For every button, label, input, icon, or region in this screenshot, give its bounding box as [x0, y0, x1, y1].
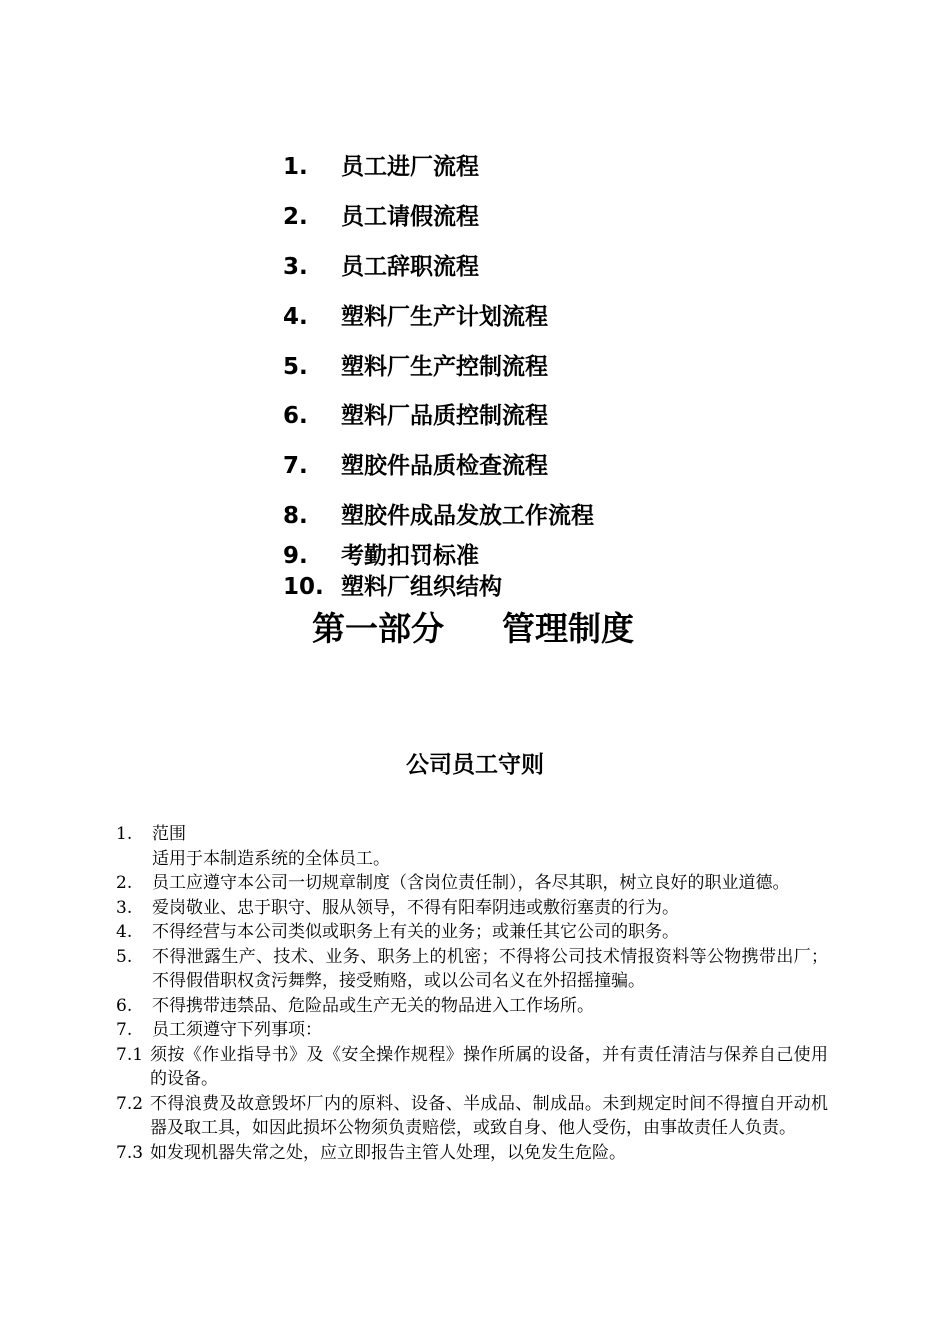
rule-number: 7.1 — [116, 1044, 144, 1065]
toc-number: 2. — [283, 204, 308, 230]
rule-number: 1. — [116, 824, 133, 844]
toc-item — [283, 397, 548, 430]
toc-item — [283, 348, 548, 381]
toc-item — [283, 148, 479, 181]
rule-number: 2. — [116, 873, 133, 893]
rule-subitem — [116, 1141, 828, 1166]
rule-text: 爱岗敬业、忠于职守、服从领导，不得有阳奉阴违或敷衍塞责的行为。 — [152, 897, 679, 918]
rule-text: 须按《作业指导书》及《安全操作规程》操作所属的设备，并有责任清洁与保养自己使用的设备。 — [150, 1044, 828, 1089]
toc-text: 员工请假流程 — [341, 204, 479, 230]
toc-text: 员工辞职流程 — [341, 254, 479, 280]
rule-text: 员工应遵守本公司一切规章制度（含岗位责任制），各尽其职，树立良好的职业道德。 — [152, 873, 790, 893]
document-title: 公司员工守则 — [406, 752, 544, 778]
rule-item — [116, 896, 828, 921]
toc-text: 塑料厂组织结构 — [341, 574, 502, 600]
toc-number: 8. — [283, 503, 308, 529]
part-title: 管理制度 — [502, 609, 634, 648]
part-heading — [312, 603, 634, 650]
rule-item — [116, 945, 828, 994]
rule-text: 不得浪费及故意毁坏厂内的原料、设备、半成品、制成品。未到规定时间不得擅自开动机器及取工具，如因此损坏公物须负责赔偿，或致自身、他人受伤，由事故责任人负责。 — [150, 1093, 828, 1138]
toc-number: 10. — [283, 574, 324, 600]
rule-number: 4. — [116, 922, 133, 942]
toc-item — [283, 447, 548, 480]
toc-number: 4. — [283, 304, 308, 330]
rule-text: 适用于本制造系统的全体员工。 — [152, 848, 390, 869]
rule-text: 如发现机器失常之处，应立即报告主管人处理，以免发生危险。 — [150, 1142, 626, 1163]
rule-text: 不得携带违禁品、危险品或生产无关的物品进入工作场所。 — [152, 995, 594, 1016]
toc-text: 考勤扣罚标准 — [341, 543, 479, 569]
rule-text: 不得泄露生产、技术、业务、职务上的机密；不得将公司技术情报资料等公物携带出厂；不得假借职权贪污舞弊，接受贿赂，或以公司名义在外招摇撞骗。 — [152, 946, 828, 991]
rule-text: 范围 — [152, 824, 186, 844]
rule-number: 7. — [116, 1020, 133, 1040]
rule-item — [116, 847, 828, 872]
toc-item — [283, 198, 479, 231]
toc-text: 塑胶件成品发放工作流程 — [341, 503, 594, 529]
rule-text: 不得经营与本公司类似或职务上有关的业务；或兼任其它公司的职务。 — [152, 922, 679, 942]
rule-subitem — [116, 1092, 828, 1141]
rule-item — [116, 994, 828, 1019]
rule-number: 6. — [116, 995, 133, 1016]
rule-item — [116, 822, 828, 847]
toc-item — [283, 248, 479, 281]
toc-number: 1. — [283, 154, 308, 180]
rule-number: 7.2 — [116, 1093, 144, 1114]
rule-text: 员工须遵守下列事项： — [152, 1020, 322, 1040]
rule-number: 5. — [116, 946, 133, 967]
rule-item — [116, 1018, 828, 1043]
toc-item — [283, 568, 502, 601]
toc-number: 3. — [283, 254, 308, 280]
toc-number: 5. — [283, 354, 308, 380]
toc-text: 塑料厂生产控制流程 — [341, 354, 548, 380]
rule-item — [116, 920, 828, 945]
rule-item — [116, 871, 828, 896]
rule-number: 7.3 — [116, 1142, 144, 1163]
rule-subitem — [116, 1043, 828, 1092]
toc-text: 塑料厂生产计划流程 — [341, 304, 548, 330]
toc-text: 员工进厂流程 — [341, 154, 479, 180]
toc-number: 6. — [283, 403, 308, 429]
toc-item — [283, 537, 479, 570]
toc-text: 塑料厂品质控制流程 — [341, 403, 548, 429]
part-label: 第一部分 — [312, 609, 444, 648]
toc-item — [283, 497, 594, 530]
rules-list — [116, 822, 828, 1165]
toc-number: 9. — [283, 543, 308, 569]
rule-number: 3. — [116, 897, 133, 918]
toc-text: 塑胶件品质检查流程 — [341, 453, 548, 479]
toc-number: 7. — [283, 453, 308, 479]
toc-item — [283, 298, 548, 331]
